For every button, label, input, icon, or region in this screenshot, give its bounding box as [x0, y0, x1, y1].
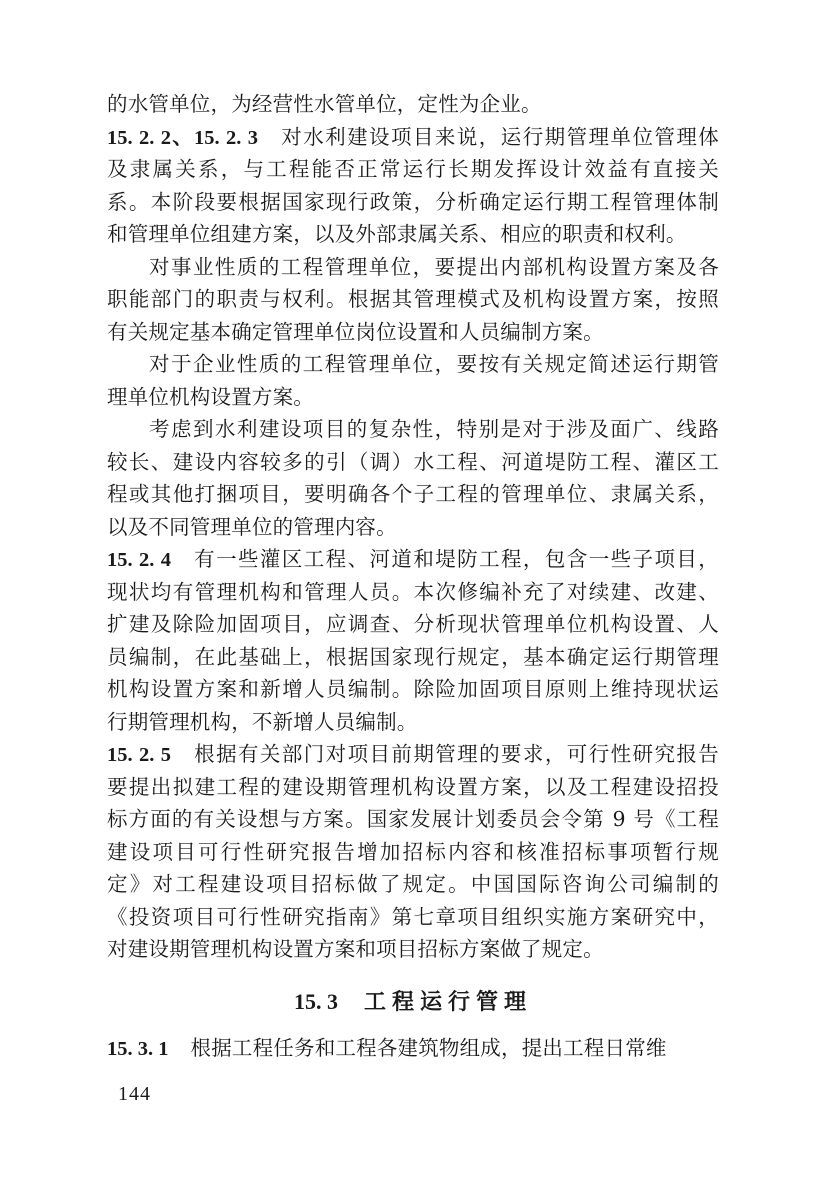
- text-line: [107, 88, 719, 121]
- line-text: 《投资项目可行性研究指南》第七章项目组织实施方案研究中，: [107, 904, 719, 929]
- text-line: [107, 738, 719, 771]
- paragraph: [107, 251, 719, 349]
- paragraphs-before-section: [107, 88, 719, 966]
- line-text: 扩建及除险加固项目，应调查、分析现状管理单位机构设置、人: [107, 612, 719, 636]
- page-number: 144: [118, 1083, 151, 1105]
- line-text: 对于企业性质的工程管理单位，要按有关规定简述运行期管: [149, 352, 719, 376]
- clause-text: 根据工程任务和工程各建筑物组成，提出工程日常维: [190, 1035, 667, 1060]
- clause-number: 15. 2. 4: [107, 549, 171, 571]
- line-text: 职能部门的职责与权利。根据其管理模式及机构设置方案，按照: [107, 287, 719, 311]
- clause-number: 15. 2. 2、15. 2. 3: [107, 126, 258, 149]
- line-text: 机构设置方案和新增人员编制。除险加固项目原则上维持现状运: [107, 677, 719, 701]
- text-line: [107, 218, 719, 251]
- line-text: 建设项目可行性研究报告增加招标内容和核准招标事项暂行规: [107, 839, 719, 864]
- line-text: 以及不同管理单位的管理内容。: [107, 514, 397, 539]
- document-body: [107, 88, 719, 1064]
- line-text: 较长、建设内容较多的引（调）水工程、河道堤防工程、灌区工: [107, 449, 719, 474]
- text-line: [107, 348, 719, 381]
- line-text: 程或其他打捆项目，要明确各个子工程的管理单位、隶属关系，: [107, 482, 719, 506]
- text-line: [107, 413, 719, 446]
- text-line: [107, 608, 719, 641]
- text-line: [107, 251, 719, 284]
- paragraph: [107, 348, 719, 413]
- line-text: 对水利建设项目来说，运行期管理单位管理体: [280, 124, 719, 149]
- text-line: [107, 803, 719, 836]
- line-text: 标方面的有关设想与方案。国家发展计划委员会令第 9 号《工程: [107, 807, 719, 831]
- clause-number: 15. 2. 5: [107, 744, 171, 766]
- paragraph: [107, 413, 719, 543]
- line-text: 员编制，在此基础上，根据国家现行规定，基本确定运行期管理: [107, 644, 719, 669]
- line-text: 和管理单位组建方案，以及外部隶属关系、相应的职责和权利。: [107, 222, 687, 246]
- paragraph: [107, 121, 719, 251]
- text-line: [107, 478, 719, 511]
- line-text: 现状均有管理机构和管理人员。本次修编补充了对续建、改建、: [107, 579, 719, 604]
- line-text: 对事业性质的工程管理单位，要提出内部机构设置方案及各: [149, 254, 719, 279]
- line-text: 根据有关部门对项目前期管理的要求，可行性研究报告: [192, 742, 719, 766]
- text-line: [107, 933, 719, 966]
- clause-number: 15. 3. 1: [107, 1037, 169, 1060]
- text-line: [107, 511, 719, 544]
- text-line: [107, 121, 719, 154]
- line-text: 行期管理机构，不新增人员编制。: [107, 709, 418, 734]
- paragraph: [107, 543, 719, 738]
- text-line: [107, 283, 719, 316]
- text-line: [107, 316, 719, 349]
- line-text: 对建设期管理机构设置方案和项目招标方案做了规定。: [107, 937, 604, 961]
- paragraph: [107, 738, 719, 966]
- line-text: 要提出拟建工程的建设期管理机构设置方案，以及工程建设招投: [107, 774, 719, 799]
- text-line: [107, 186, 719, 219]
- line-text: 定》对工程建设项目招标做了规定。中国国际咨询公司编制的: [107, 872, 719, 896]
- text-line: [107, 153, 719, 186]
- line-text: 理单位机构设置方案。: [107, 384, 314, 409]
- text-line: [107, 543, 719, 576]
- section-number: 15. 3: [293, 988, 338, 1014]
- line-text: 有一些灌区工程、河道和堤防工程，包含一些子项目，: [192, 547, 719, 571]
- text-line: [107, 706, 719, 739]
- text-line: [107, 576, 719, 609]
- text-line: [107, 868, 719, 901]
- line-text: 系。本阶段要根据国家现行政策，分析确定运行期工程管理体制: [107, 189, 719, 214]
- line-text: 有关规定基本确定管理单位岗位设置和人员编制方案。: [107, 319, 604, 344]
- line-text: 的水管单位，为经营性水管单位，定性为企业。: [107, 92, 542, 116]
- text-line: [107, 836, 719, 869]
- clause-15-3-1: [107, 1032, 719, 1065]
- text-line: [107, 446, 719, 479]
- text-line: [107, 673, 719, 706]
- line-text: 考虑到水利建设项目的复杂性，特别是对于涉及面广、线路: [149, 417, 719, 441]
- text-line: [107, 771, 719, 804]
- paragraph: [107, 88, 719, 121]
- line-text: 及隶属关系，与工程能否正常运行长期发挥设计效益有直接关: [107, 157, 719, 181]
- text-line: [107, 381, 719, 414]
- text-line: [107, 901, 719, 934]
- section-title: 工程运行管理: [363, 988, 532, 1015]
- text-line: [107, 641, 719, 674]
- section-heading: [107, 972, 719, 1032]
